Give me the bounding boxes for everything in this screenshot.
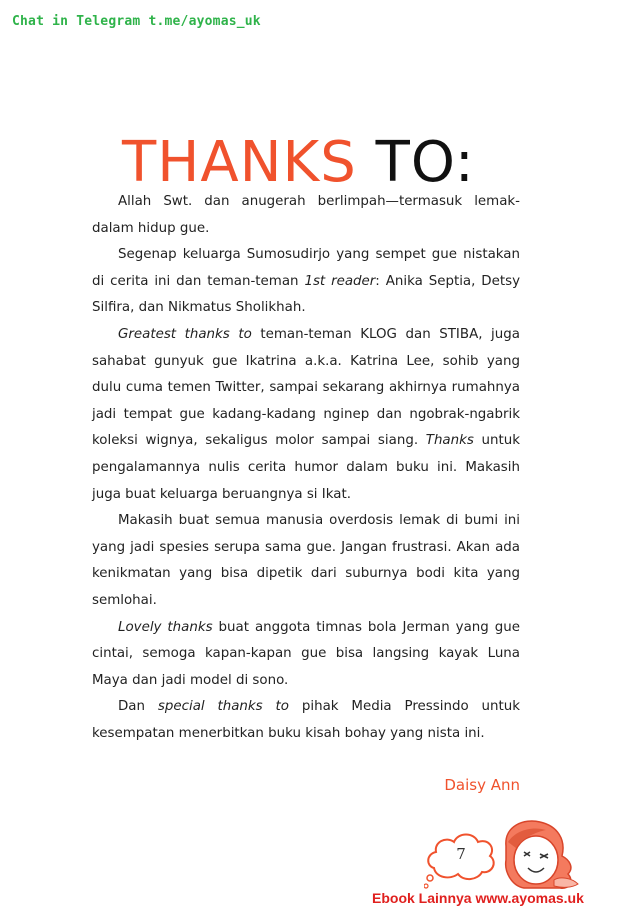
text-run: Allah Swt. dan anugerah berlimpah—termasuk lemak-dalam hidup gue. (92, 194, 520, 236)
italic-phrase: special thanks to (157, 699, 289, 715)
paragraph (92, 322, 520, 508)
italic-phrase: 1st reader (304, 273, 376, 289)
page-number: 7 (456, 845, 466, 863)
author-signature: Daisy Ann (444, 776, 520, 794)
title-accent: THANKS (122, 129, 357, 195)
page-title (122, 130, 475, 195)
title-rest: TO: (375, 129, 475, 195)
italic-phrase: Lovely thanks (118, 619, 213, 635)
text-run: buat anggota timnas bola Jerman yang gue cintai, semoga kapan-kapan gue bisa langsing kayak Luna Maya dan jadi model di sono. (92, 619, 520, 688)
acknowledgement-body (92, 189, 520, 747)
text-run: untuk pengalamannya nulis cerita humor dalam buku ini. Makasih juga buat keluarga beruangnya si Ikat. (92, 433, 520, 502)
paragraph (92, 615, 520, 695)
italic-phrase: Greatest thanks to (118, 326, 252, 342)
paragraph (92, 694, 520, 747)
italic-phrase: Thanks (425, 433, 474, 449)
girl-cartoon-icon (506, 821, 578, 888)
text-run: : Anika Septia, Detsy Silfira, dan Nikmatus Sholikhah. (92, 273, 520, 316)
paragraph (92, 242, 520, 322)
telegram-watermark: Chat in Telegram t.me/ayomas_uk (12, 14, 261, 29)
text-run: pihak Media Pressindo untuk kesempatan menerbitkan buku kisah bohay yang nista ini. (92, 699, 520, 741)
text-run: teman-teman KLOG dan STIBA, juga sahabat gunyuk gue Ikatrina a.k.a. Katrina Lee, sohib yang dulu cuma temen Twitter, sampai sekarang akhirnya rumahnya jadi tempat gue kadang-kadang nginep dan ngobrak-ngabrik koleksi wignya, sekaligus molor sampai siang. (92, 326, 520, 449)
text-run: Dan (118, 699, 158, 715)
paragraph (92, 508, 520, 614)
text-run: Makasih buat semua manusia overdosis lemak di bumi ini yang jadi spesies serupa sama gue. Jangan frustrasi. Akan ada kenikmatan yang bisa dipetik dari suburnya bodi kita yang semlohai. (92, 513, 520, 608)
paragraph (92, 189, 520, 242)
ebook-watermark: Ebook Lainnya www.ayomas.uk (372, 890, 584, 906)
text-run: Segenap keluarga Sumosudirjo yang sempet gue nistakan di cerita ini dan teman-teman (92, 247, 520, 289)
